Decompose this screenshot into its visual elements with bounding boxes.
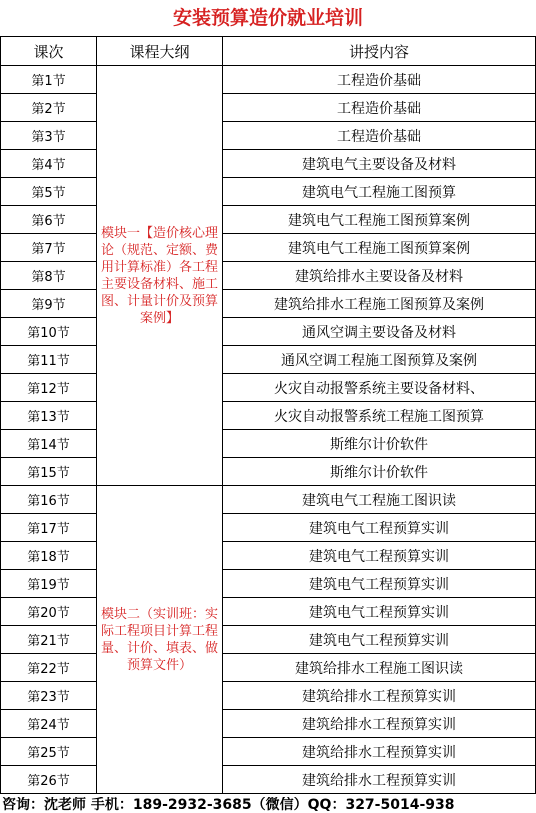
lesson-cell: 第5节 <box>1 178 97 206</box>
table-body <box>1 66 536 794</box>
lesson-cell: 第20节 <box>1 598 97 626</box>
lesson-cell: 第22节 <box>1 654 97 682</box>
table-row <box>1 262 536 290</box>
lesson-cell: 第11节 <box>1 346 97 374</box>
lesson-cell: 第13节 <box>1 402 97 430</box>
content-cell: 建筑电气工程预算实训 <box>223 598 536 626</box>
content-cell: 工程造价基础 <box>223 122 536 150</box>
content-cell: 火灾自动报警系统主要设备材料、 <box>223 374 536 402</box>
lesson-cell: 第12节 <box>1 374 97 402</box>
lesson-cell: 第1节 <box>1 66 97 94</box>
content-cell: 建筑电气工程预算实训 <box>223 570 536 598</box>
module-cell: 模块二（实训班：实际工程项目计算工程量、计价、填表、做预算文件） <box>97 486 223 794</box>
content-cell: 建筑给排水工程施工图预算及案例 <box>223 290 536 318</box>
lesson-cell: 第9节 <box>1 290 97 318</box>
lesson-cell: 第7节 <box>1 234 97 262</box>
table-row <box>1 430 536 458</box>
content-cell: 建筑电气工程预算实训 <box>223 626 536 654</box>
lesson-cell: 第15节 <box>1 458 97 486</box>
table-row <box>1 570 536 598</box>
document-title: 安装预算造价就业培训 <box>172 7 363 29</box>
table-row <box>1 738 536 766</box>
lesson-cell: 第24节 <box>1 710 97 738</box>
lesson-cell: 第2节 <box>1 94 97 122</box>
table-header-row <box>1 37 536 66</box>
table-row <box>1 206 536 234</box>
content-cell: 斯维尔计价软件 <box>223 430 536 458</box>
content-cell: 建筑电气工程预算实训 <box>223 542 536 570</box>
table-row <box>1 598 536 626</box>
content-cell: 通风空调工程施工图预算及案例 <box>223 346 536 374</box>
content-cell: 通风空调主要设备及材料 <box>223 318 536 346</box>
table-row <box>1 626 536 654</box>
content-cell: 建筑电气工程施工图预算 <box>223 178 536 206</box>
table-row <box>1 542 536 570</box>
table-row <box>1 402 536 430</box>
course-table <box>0 36 536 794</box>
table-row <box>1 682 536 710</box>
content-cell: 建筑给排水工程预算实训 <box>223 710 536 738</box>
table-row <box>1 66 536 94</box>
lesson-cell: 第17节 <box>1 514 97 542</box>
content-cell: 建筑给排水工程施工图识读 <box>223 654 536 682</box>
table-row <box>1 710 536 738</box>
lesson-cell: 第4节 <box>1 150 97 178</box>
content-cell: 建筑电气工程施工图预算案例 <box>223 234 536 262</box>
lesson-cell: 第18节 <box>1 542 97 570</box>
lesson-cell: 第21节 <box>1 626 97 654</box>
header-content: 讲授内容 <box>223 37 536 66</box>
table-row <box>1 766 536 794</box>
table-row <box>1 234 536 262</box>
table-row <box>1 150 536 178</box>
header-lesson: 课次 <box>1 37 97 66</box>
content-cell: 工程造价基础 <box>223 66 536 94</box>
lesson-cell: 第10节 <box>1 318 97 346</box>
table-row <box>1 458 536 486</box>
content-cell: 建筑电气主要设备及材料 <box>223 150 536 178</box>
lesson-cell: 第19节 <box>1 570 97 598</box>
lesson-cell: 第6节 <box>1 206 97 234</box>
header-outline: 课程大纲 <box>97 37 223 66</box>
module-cell: 模块一【造价核心理论（规范、定额、费用计算标准）各工程主要设备材料、施工图、计量计价及预算案例】 <box>97 66 223 486</box>
content-cell: 建筑给排水工程预算实训 <box>223 766 536 794</box>
content-cell: 建筑给排水工程预算实训 <box>223 682 536 710</box>
content-cell: 斯维尔计价软件 <box>223 458 536 486</box>
lesson-cell: 第14节 <box>1 430 97 458</box>
lesson-cell: 第3节 <box>1 122 97 150</box>
lesson-cell: 第8节 <box>1 262 97 290</box>
contact-footer: 咨询：沈老师 手机：189-2932-3685（微信）QQ：327-5014-938 <box>2 797 455 813</box>
lesson-cell: 第26节 <box>1 766 97 794</box>
content-cell: 建筑电气工程施工图预算案例 <box>223 206 536 234</box>
table-row <box>1 122 536 150</box>
content-cell: 建筑给排水工程预算实训 <box>223 738 536 766</box>
content-cell: 建筑给排水主要设备及材料 <box>223 262 536 290</box>
table-row <box>1 374 536 402</box>
content-cell: 建筑电气工程预算实训 <box>223 514 536 542</box>
content-cell: 火灾自动报警系统工程施工图预算 <box>223 402 536 430</box>
content-cell: 工程造价基础 <box>223 94 536 122</box>
table-row <box>1 486 536 514</box>
table-row <box>1 178 536 206</box>
content-cell: 建筑电气工程施工图识读 <box>223 486 536 514</box>
table-row <box>1 346 536 374</box>
lesson-cell: 第23节 <box>1 682 97 710</box>
table-row <box>1 514 536 542</box>
table-row <box>1 318 536 346</box>
table-row <box>1 290 536 318</box>
table-row <box>1 94 536 122</box>
table-row <box>1 654 536 682</box>
lesson-cell: 第16节 <box>1 486 97 514</box>
lesson-cell: 第25节 <box>1 738 97 766</box>
